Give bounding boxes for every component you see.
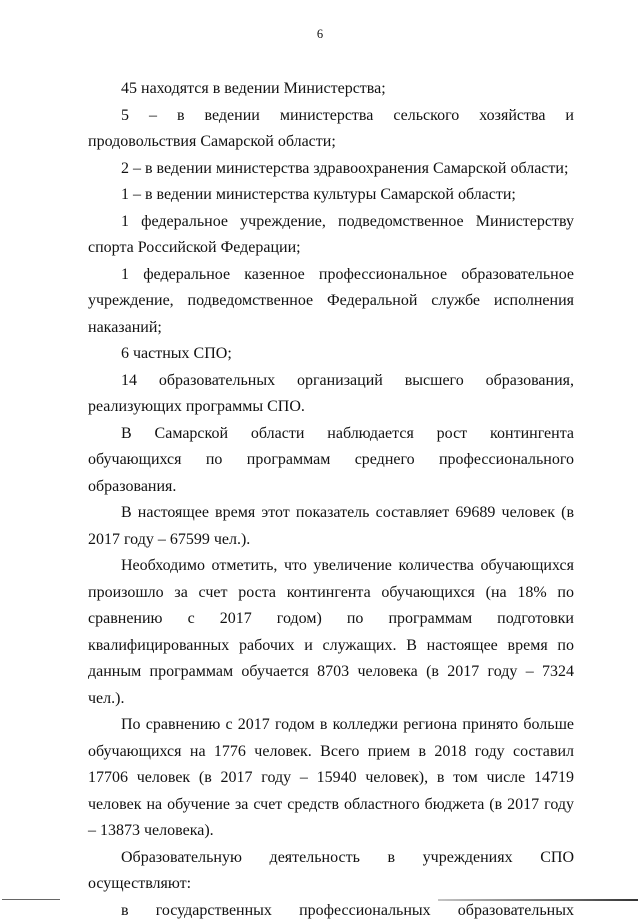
paragraph-culture-ministry: 1 – в ведении министерства культуры Самарской области; (88, 182, 574, 209)
paragraph-current-count: В настоящее время этот показатель составляет 69689 человек (в 2017 году – 67599 чел.). (88, 500, 574, 553)
paragraph-penitentiary-service: 1 федеральное казенное профессиональное образовательное учреждение, подведомственное Федеральной службе исполнения наказаний; (88, 262, 574, 342)
page-number: 6 (0, 26, 640, 42)
paragraph-agriculture-ministry: 5 – в ведении министерства сельского хозяйства и продовольствия Самарской области; (88, 103, 574, 156)
paragraph-admission-comparison: По сравнению с 2017 годом в колледжи региона принято больше обучающихся на 1776 человек. Всего прием в 2018 году составил 17706 человек (в 2017 году – 15940 человек), в том числе 14719 человек на обучение за счет средств областного бюджета (в 2017 году – 13873 человека). (88, 712, 574, 845)
scan-edge-right (438, 899, 638, 901)
paragraph-higher-education: 14 образовательных организаций высшего образования, реализующих программы СПО. (88, 368, 574, 421)
paragraph-educational-activity: Образовательную деятельность в учреждениях СПО осуществляют: (88, 845, 574, 898)
paragraph-state-institutions: в государственных профессиональных образовательных (88, 898, 574, 924)
paragraph-enrollment-growth: В Самарской области наблюдается рост контингента обучающихся по программам среднего профессионального образования. (88, 421, 574, 501)
paragraph-private-spo: 6 частных СПО; (88, 341, 574, 368)
paragraph-sport-ministry: 1 федеральное учреждение, подведомственное Министерству спорта Российской Федерации; (88, 209, 574, 262)
paragraph-increase-note: Необходимо отметить, что увеличение количества обучающихся произошло за счет роста контингента обучающихся (на 18% по сравнению с 2017 годом) по программам подготовки квалифицированных рабочих и служащих. В настоящее время по данным программам обучается 8703 человека (в 2017 году – 7324 чел.). (88, 553, 574, 712)
paragraph-health-ministry: 2 – в ведении министерства здравоохранения Самарской области; (88, 156, 574, 183)
scan-edge-left (2, 899, 60, 900)
document-body (88, 76, 574, 924)
paragraph-ministry-count: 45 находятся в ведении Министерства; (88, 76, 574, 103)
scan-edge-artifact (0, 899, 640, 901)
